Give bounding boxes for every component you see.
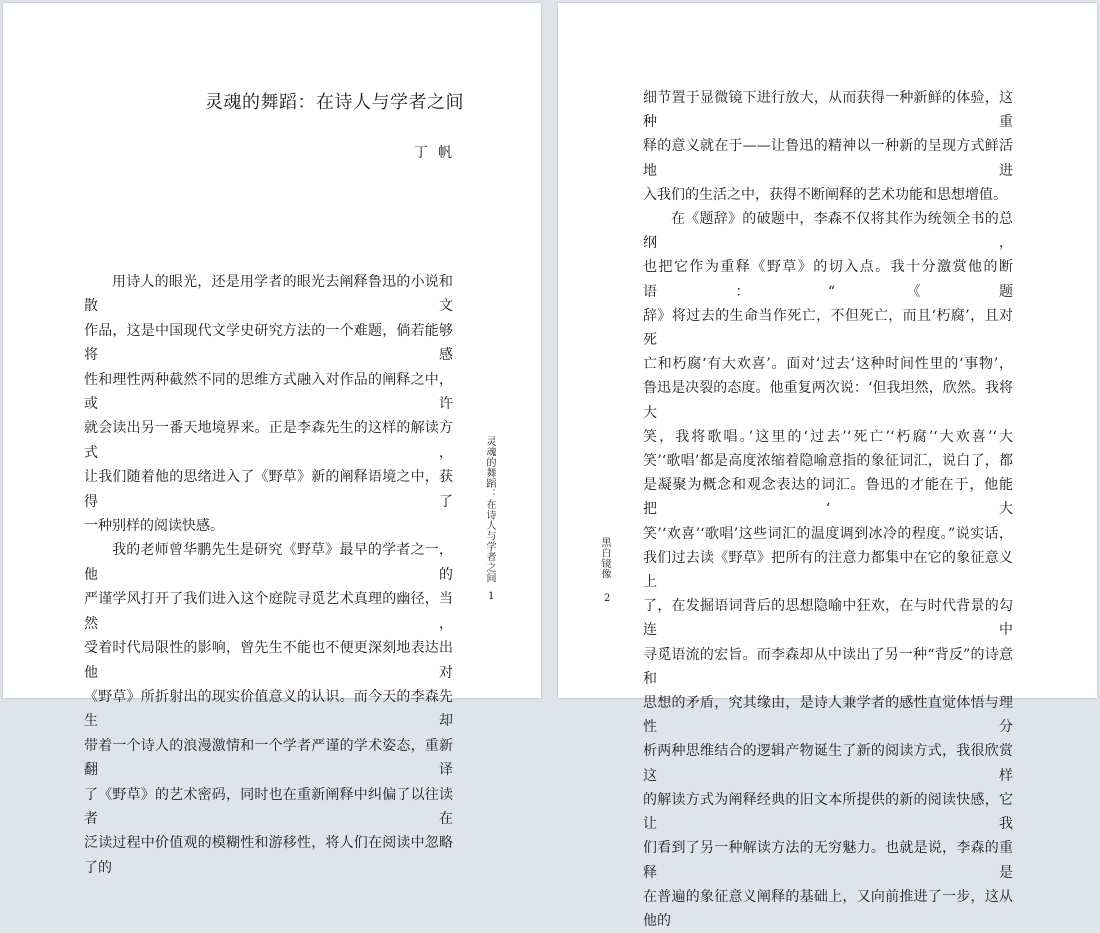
text-line: 笑’‘歌唱’都是高度浓缩着隐喻意指的象征词汇，说白了，都 — [643, 453, 1013, 470]
right-page-number: 2 — [604, 593, 611, 604]
text-line: 我的老师曾华鹏先生是研究《野草》最早的学者之一，他的 — [84, 542, 453, 583]
text-line: 思想的矛盾，究其缘由，是诗人兼学者的感性直觉体悟与理性分 — [643, 695, 1013, 736]
text-line: 用诗人的眼光，还是用学者的眼光去阐释鲁迅的小说和散文 — [84, 274, 453, 315]
text-line: 在普遍的象征意义阐释的基础上，又向前推进了一步，这从他的 — [643, 888, 1013, 929]
text-line: 笑’‘欢喜’‘歌唱’这些词汇的温度调到冰冷的程度。”说实话， — [643, 525, 1013, 542]
text-line: 亡和朽腐‘有大欢喜’。面对‘过去’这种时间性里的‘事物’， — [643, 356, 1013, 373]
left-page-body — [84, 270, 453, 880]
text-line: 鲁迅是决裂的态度。他重复两次说：‘但我坦然，欣然。我将大 — [643, 380, 1013, 421]
text-line: 作品，这是中国现代文学史研究方法的一个难题，倘若能够将感 — [84, 322, 453, 364]
text-line: 辞》将过去的生命当作死亡，不但死亡，而且‘朽腐’，且对死 — [643, 307, 1013, 349]
chapter-title: 灵魂的舞蹈：在诗人与学者之间 — [205, 92, 464, 113]
text-line: 性和理性两种截然不同的思维方式融入对作品的阐释之中，或许 — [84, 371, 453, 413]
text-line: 寻觅语流的宏旨。而李森却从中读出了另一种“背反”的诗意和 — [643, 646, 1013, 687]
text-line: 释的意义就在于——让鲁迅的精神以一种新的呈现方式鲜活地进 — [643, 138, 1013, 179]
text-line: 让我们随着他的思绪进入了《野草》新的阐释语境之中，获得了 — [84, 469, 453, 510]
right-page-body — [643, 86, 1013, 933]
text-line: 了《野草》的艺术密码，同时也在重新阐释中纠偏了以往读者在 — [84, 786, 453, 827]
text-line: 的解读方式为阐释经典的旧文本所提供的新的阅读快感，它让我 — [643, 791, 1013, 833]
text-line: 笑，我将歌唱。’这里的‘过去’‘死亡’‘朽腐’‘大欢喜’‘大 — [643, 428, 1013, 445]
text-line: 入我们的生活之中，获得不断阐释的艺术功能和思想增值。 — [643, 186, 1007, 203]
text-line: 们看到了另一种解读方法的无穷魅力。也就是说，李森的重释是 — [643, 840, 1013, 881]
text-line: 严谨学风打开了我们进入这个庭院寻觅艺术真理的幽径，当然， — [84, 591, 453, 632]
text-line: 也把它作为重释《野草》的切入点。我十分激赏他的断语：“《题 — [643, 259, 1013, 300]
text-line: 一种别样的阅读快感。 — [84, 518, 224, 535]
author-name: 丁帆 — [414, 145, 462, 161]
left-running-head: 灵魂的舞蹈：在诗人与学者之间 — [484, 436, 495, 583]
text-line: 受着时代局限性的影响，曾先生不能也不便更深刻地表达出他对 — [84, 640, 453, 681]
text-line: 是凝聚为概念和观念表达的词汇。鲁迅的才能在于，他能把‘大 — [643, 477, 1013, 518]
text-line: 了，在发掘语词背后的思想隐喻中狂欢，在与时代背景的勾连中 — [643, 598, 1013, 639]
text-line: 在《题辞》的破题中，李森不仅将其作为统领全书的总纲， — [643, 211, 1013, 252]
text-line: 《野草》所折射出的现实价值意义的认识。而今天的李森先生却 — [84, 688, 453, 730]
text-line: 带着一个诗人的浪漫激情和一个学者严谨的学术姿态，重新翻译 — [84, 737, 453, 779]
text-line: 泛读过程中价值观的模糊性和游移性，将人们在阅读中忽略了的 — [84, 835, 453, 876]
text-line: 我们过去读《野草》把所有的注意力都集中在它的象征意义上 — [643, 549, 1013, 591]
text-line: 细节置于显微镜下进行放大，从而获得一种新鲜的体验，这种重 — [643, 90, 1013, 131]
left-page-number: 1 — [488, 591, 495, 602]
text-line: 析两种思维结合的逻辑产物诞生了新的阅读方式，我很欣赏这样 — [643, 743, 1013, 784]
text-line: 就会读出另一番天地境界来。正是李森先生的这样的解读方式， — [84, 420, 453, 461]
right-running-head: 黑白镜像 — [599, 537, 610, 579]
